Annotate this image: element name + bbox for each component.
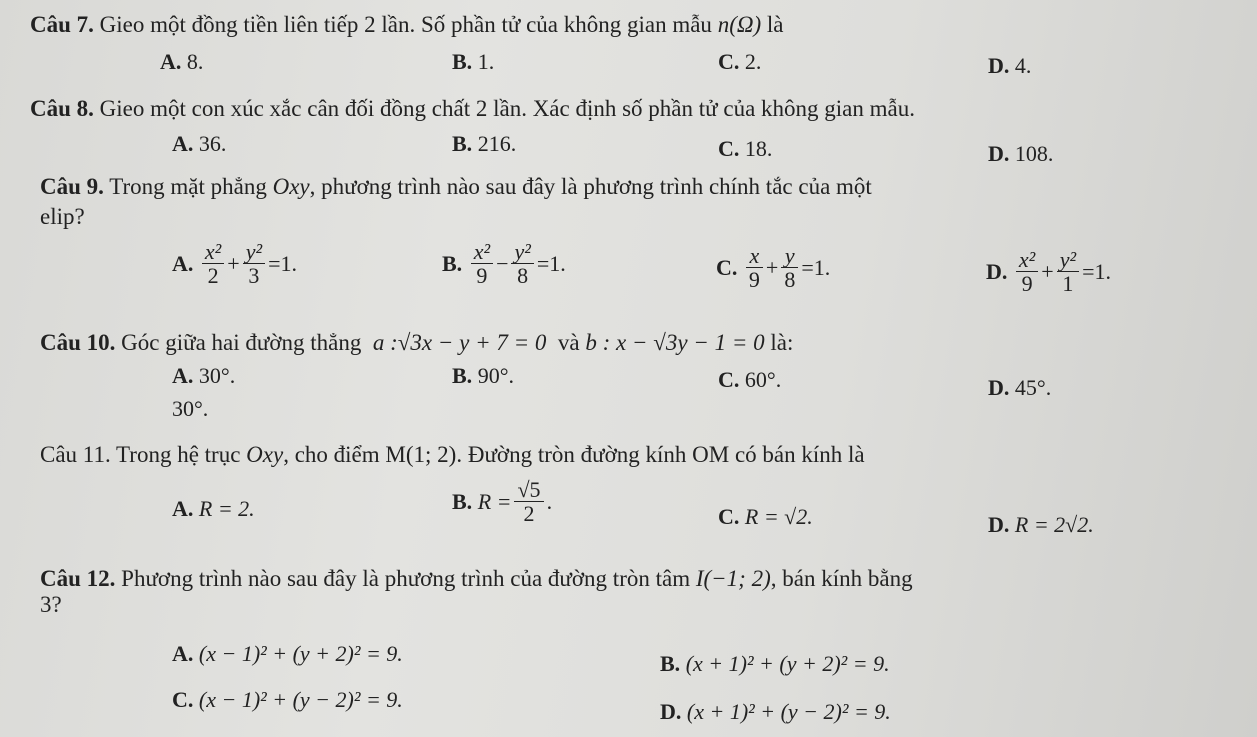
question-text: Phương trình nào sau đây là phương trình của đường tròn tâm	[121, 566, 691, 591]
question-label: Câu 11.	[40, 442, 111, 467]
math-expression: b : x − √3y − 1 = 0	[585, 330, 765, 355]
q8-option-c: C. 18.	[718, 136, 773, 161]
fraction: $\frac{x}{9}$	[746, 244, 763, 291]
question-9-line-2	[40, 204, 85, 229]
q12-option-d: D. (x + 1)² + (y − 2)² = 9.	[660, 699, 891, 724]
question-8	[30, 96, 915, 121]
fraction: $\frac{\text{x²}}{2}$	[202, 240, 224, 287]
q7-option-d: D. 4.	[988, 53, 1032, 78]
q10-option-d: D. 45°.	[988, 375, 1052, 400]
q11-option-c: C. R = √2.	[718, 504, 813, 529]
question-text-cont: . Đường tròn đường kính OM có bán kính là	[456, 442, 865, 467]
math-expression: I(−1; 2)	[695, 566, 771, 591]
question-text-cont: 3?	[40, 592, 62, 617]
question-text: Góc giữa hai đường thẳng	[121, 330, 362, 355]
fraction: $\frac{\text{y²}}{3}$	[243, 240, 265, 287]
q9-option-b: B. $\frac{\text{x²}}{9}$ − $\frac{\text{y²}}{8}$ =1.	[442, 239, 566, 289]
question-text: Trong mặt phẳng	[109, 174, 267, 199]
fraction: $\frac{\text{x²}}{9}$	[471, 240, 493, 287]
question-label: Câu 12.	[40, 566, 116, 591]
q10-option-b: B. 90°.	[452, 363, 514, 388]
fraction: $\frac{y}{8}$	[781, 244, 798, 291]
q10-option-extra: 30°.	[172, 396, 209, 421]
math-expression: n(Ω)	[717, 12, 762, 37]
question-12-line-2	[40, 592, 62, 617]
q11-option-b: B. R = $\frac{√5}{2}$ .	[452, 477, 553, 527]
q11-option-d: D. R = 2√2.	[988, 512, 1094, 537]
question-text: Gieo một đồng tiền liên tiếp 2 lần. Số phần tử của không gian mẫu	[99, 12, 712, 37]
question-text: Trong hệ trục	[116, 442, 241, 467]
question-text-cont: , phương trình nào sau đây là phương trình chính tắc của một	[309, 174, 872, 199]
math-expression: Oxy	[272, 174, 310, 199]
q7-option-c: C. 2.	[718, 49, 762, 74]
math-expression: M(1; 2)	[385, 442, 457, 467]
q9-option-a: A. $\frac{\text{x²}}{2}$ + $\frac{\text{y²}}{3}$ =1.	[172, 239, 297, 289]
fraction: $\frac{√5}{2}$	[514, 478, 543, 525]
question-label: Câu 9.	[40, 174, 104, 199]
question-tail: là:	[770, 330, 794, 355]
question-text-cont: và	[557, 330, 580, 355]
q11-option-a: A. R = 2.	[172, 496, 255, 521]
q9-option-c: C. $\frac{x}{9}$ + $\frac{y}{8}$ =1.	[716, 243, 831, 293]
math-expression: a :√3x − y + 7 = 0	[372, 330, 547, 355]
fraction: $\frac{\text{y²}}{8}$	[511, 240, 533, 287]
question-12	[40, 566, 913, 591]
question-text: Gieo một con xúc xắc cân đối đồng chất 2 lần. Xác định số phần tử của không gian mẫu.	[99, 96, 915, 121]
q8-option-d: D. 108.	[988, 141, 1054, 166]
q8-option-a: A. 36.	[172, 131, 227, 156]
q7-option-a: A. 8.	[160, 49, 204, 74]
question-label: Câu 7.	[30, 12, 94, 37]
question-text-cont: elip?	[40, 204, 85, 229]
question-tail: là	[766, 12, 784, 37]
fraction: $\frac{\text{y²}}{1}$	[1057, 248, 1079, 295]
question-label: Câu 8.	[30, 96, 94, 121]
fraction: $\frac{\text{x²}}{9}$	[1016, 248, 1038, 295]
math-expression: Oxy	[246, 442, 284, 467]
q12-option-a: A. (x − 1)² + (y + 2)² = 9.	[172, 641, 403, 666]
question-label: Câu 10.	[40, 330, 116, 355]
q7-option-b: B. 1.	[452, 49, 495, 74]
question-text-cont: , cho điểm	[283, 442, 380, 467]
question-7	[30, 12, 784, 37]
q10-option-a: A. 30°.	[172, 363, 236, 388]
q8-option-b: B. 216.	[452, 131, 517, 156]
question-11	[40, 442, 865, 467]
q12-option-c: C. (x − 1)² + (y − 2)² = 9.	[172, 687, 403, 712]
q12-option-b: B. (x + 1)² + (y + 2)² = 9.	[660, 651, 890, 676]
q9-option-d: D. $\frac{\text{x²}}{9}$ + $\frac{\text{y²}}{1}$ =1.	[986, 247, 1111, 297]
question-text-cont: , bán kính bằng	[770, 566, 913, 591]
question-10	[40, 330, 793, 355]
question-9	[40, 174, 872, 199]
q10-option-c: C. 60°.	[718, 367, 782, 392]
